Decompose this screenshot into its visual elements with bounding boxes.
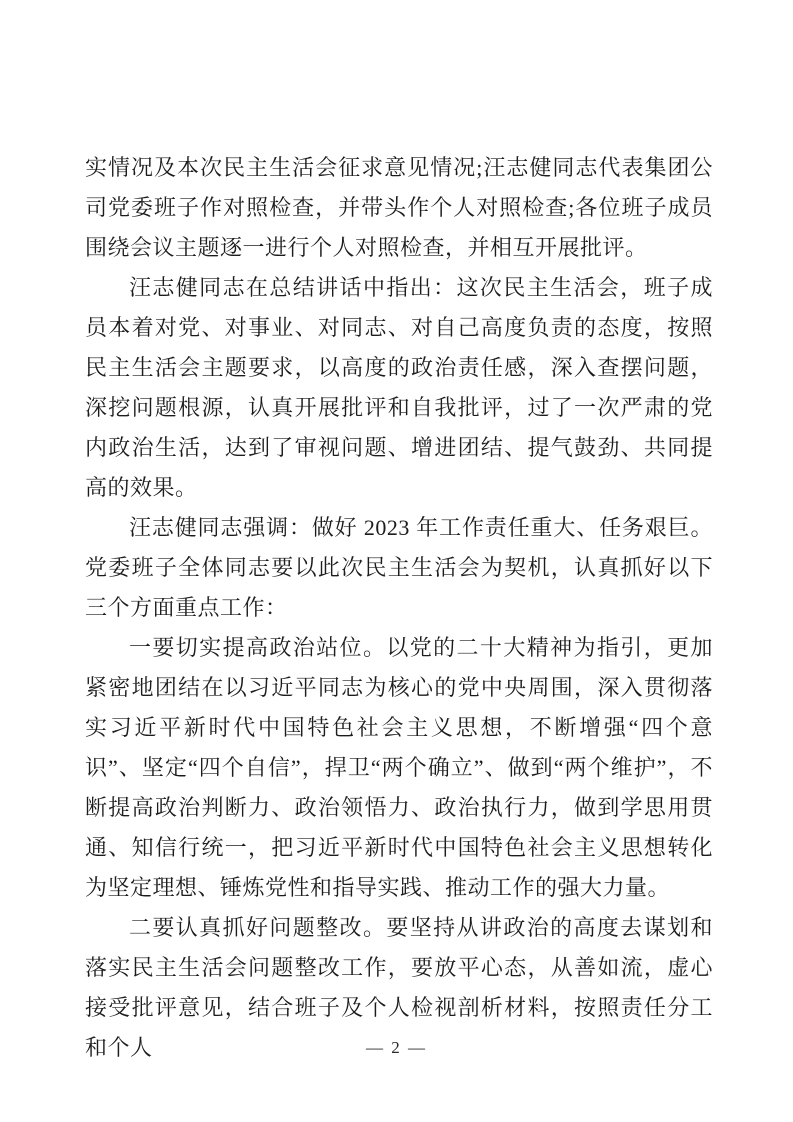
paragraph-3-emphasis: 汪志健同志强调：做好 2023 年工作责任重大、任务艰巨。党委班子全体同志要以此次民主生活会为契机，认真抓好以下三个方面重点工作： [85, 515, 713, 620]
page-number: — 2 — [366, 1038, 427, 1057]
paragraph-4-point-one: 一要切实提高政治站位。以党的二十大精神为指引，更加紧密地团结在以习近平同志为核心的党中央周围，深入贯彻落实习近平新时代中国特色社会主义思想，不断增强“四个意识”、坚定“四个自信”，捍卫“两个确立”、做到“两个维护”，不断提高政治判断力、政治领悟力、政治执行力，做到学思用贯通、知信行统一，把习近平新时代中国特色社会主义思想转化为坚定理想、锤炼党性和指导实践、推动工作的强大力量。 [85, 635, 713, 900]
paragraph-2-summary-remarks: 汪志健同志在总结讲话中指出：这次民主生活会，班子成员本着对党、对事业、对同志、对自己高度负责的态度，按照民主生活会主题要求，以高度的政治责任感，深入查摆问题，深挖问题根源，认真开展批评和自我批评，过了一次严肃的党内政治生活，达到了审视问题、增进团结、提气鼓劲、共同提高的效果。 [85, 275, 713, 500]
paragraph-5-point-two: 二要认真抓好问题整改。要坚持从讲政治的高度去谋划和落实民主生活会问题整改工作，要放平心态，从善如流，虚心接受批评意见，结合班子及个人检视剖析材料，按照责任分工和个人 [85, 915, 713, 1060]
body-text [85, 148, 713, 1068]
paragraph-1-continuation: 实情况及本次民主生活会征求意见情况;汪志健同志代表集团公司党委班子作对照检查，并带头作个人对照检查;各位班子成员围绕会议主题逐一进行个人对照检查，并相互开展批评。 [85, 155, 713, 260]
